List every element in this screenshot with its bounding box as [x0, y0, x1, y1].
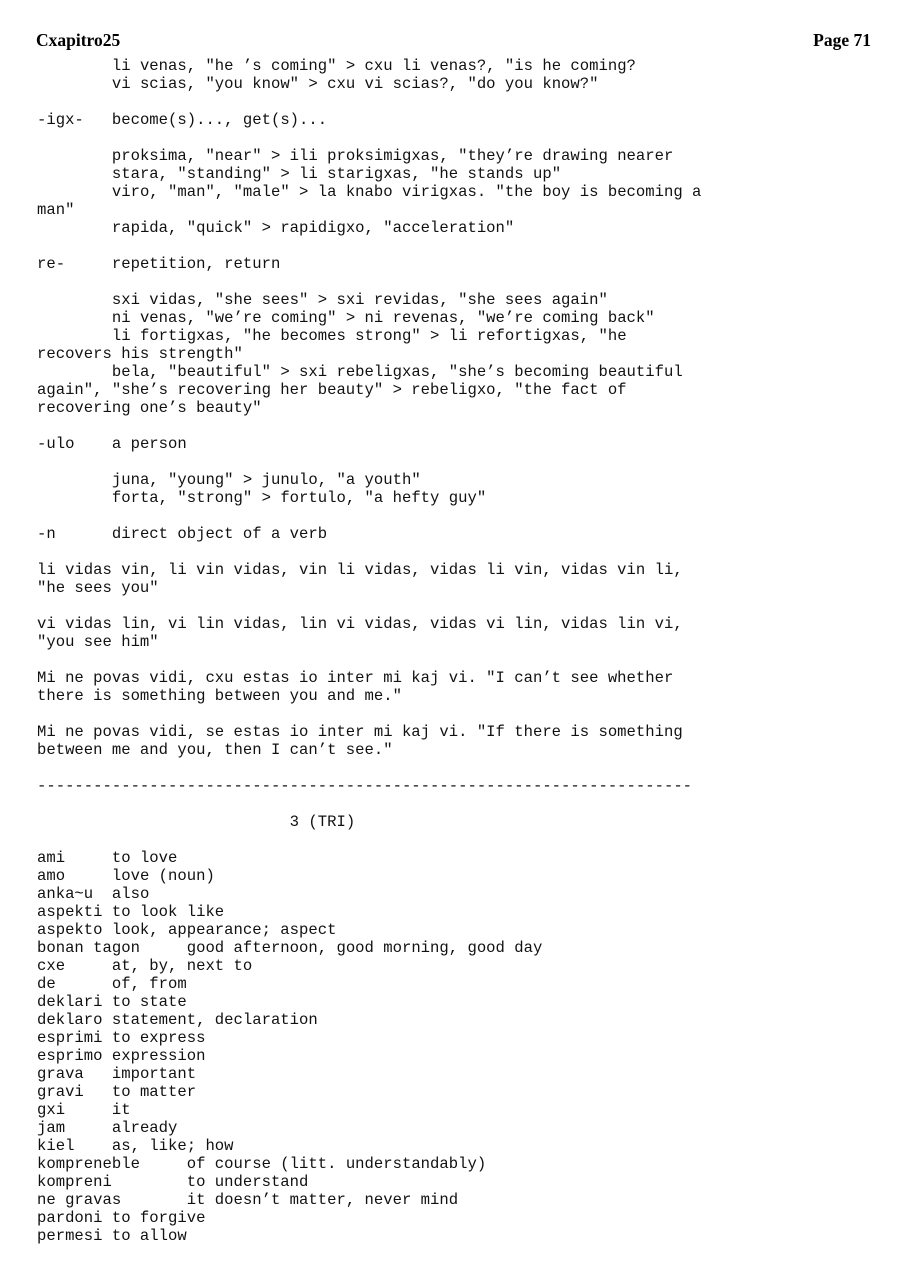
- document-body: li venas, "he ’s coming" > cxu li venas?, "is he coming? vi scias, "you know" > cxu vi scias?, "do you know?" -igx- become(s)..., get(s)... proksima, "near" > ili proksimigxas, "they’re drawing nearer stara, "standing" > li starigxas, "he stands up" viro, "man", "male" > la knabo virigxas. "the boy is becoming a man" rapida, "quick" > rapidigxo, "acceleration" re- repetition, return sxi vidas, "she sees" > sxi revidas, "she sees again" ni venas, "we’re coming" > ni revenas, "we’re coming back" li fortigxas, "he becomes strong" > li refortigxas, "he recovers his strength" bela, "beautiful" > sxi rebeligxas, "she’s becoming beautiful again", "she’s recovering her beauty" > rebeligxo, "the fact of recovering one’s beauty" -ulo a person juna, "young" > junulo, "a youth" forta, "strong" > fortulo, "a hefty guy" -n direct object of a verb li vidas vin, li vin vidas, vin li vidas, vidas li vin, vidas vin li, "he sees you" vi vidas lin, vi lin vidas, lin vi vidas, vidas vi lin, vidas lin vi, "you see him" Mi ne povas vidi, cxu estas io inter mi kaj vi. "I can’t see whether there is something between you and me." Mi ne povas vidi, se estas io inter mi kaj vi. "If there is something between me and you, then I can’t see." ---------------------------------------------------------------------- 3 (TRI) ami to love amo love (noun) anka~u also aspekti to look like aspekto look, appearance; aspect bonan tagon good afternoon, good morning, good day cxe at, by, next to de of, from deklari to state deklaro statement, declaration esprimi to express esprimo expression grava important gravi to matter gxi it jam already kiel as, like; how kompreneble of course (litt. understandably) kompreni to understand ne gravas it doesn’t matter, never mind pardoni to forgive permesi to allow: [37, 57, 702, 1245]
- chapter-title: Cxapitro25: [36, 30, 121, 50]
- page-number: Page 71: [813, 30, 871, 50]
